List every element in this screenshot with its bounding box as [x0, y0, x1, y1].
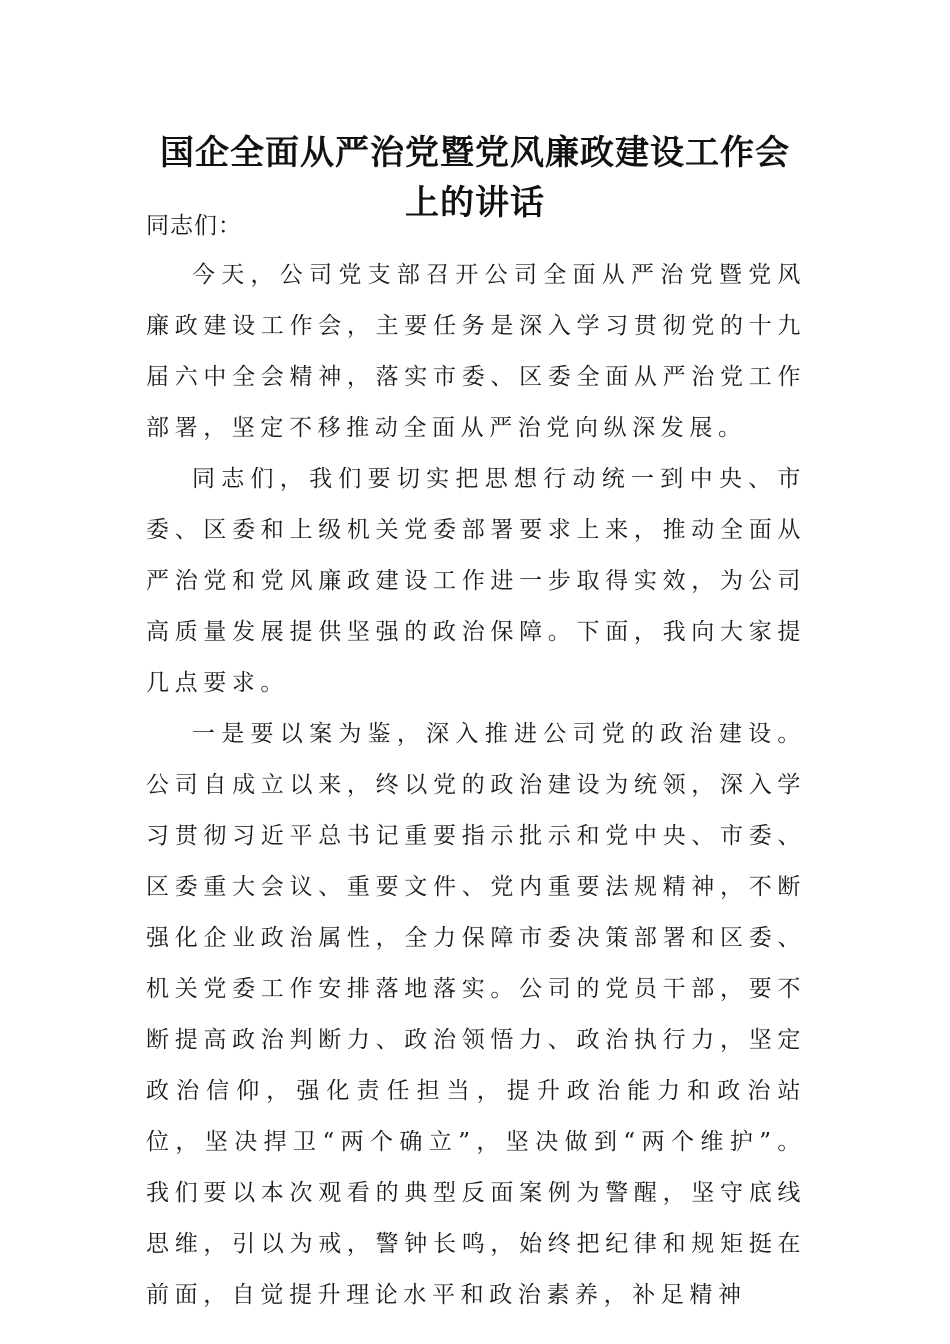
paragraph-2: 同志们，我们要切实把思想行动统一到中央、市委、区委和上级机关党委部署要求上来，推动全面从严治党和党风廉政建设工作进一步取得实效，为公司高质量发展提供坚强的政治保障。下面，我向大家提几点要求。 [146, 466, 806, 696]
paragraph-3: 一是要以案为鉴，深入推进公司党的政治建设。公司自成立以来，终以党的政治建设为统领，深入学习贯彻习近平总书记重要指示批示和党中央、市委、区委重大会议、重要文件、党内重要法规精神，不断强化企业政治属性，全力保障市委决策部署和区委、机关党委工作安排落地落实。公司的党员干部，要不断提高政治判断力、政治领悟力、政治执行力，坚定政治信仰，强化责任担当，提升政治能力和政治站位，坚决捍卫“两个确立”，坚决做到“两个维护”。我们要以本次观看的典型反面案例为警醒，坚守底线思维，引以为戒，警钟长鸣，始终把纪律和规矩挺在前面，自觉提升理论水平和政治素养，补足精神 [146, 721, 806, 1308]
title-line-1: 国企全面从严治党暨党风廉政建设工作会 [160, 133, 790, 173]
salutation: 同志们： [146, 213, 242, 239]
title-line-2: 上的讲话 [405, 183, 545, 223]
document-body [146, 202, 806, 1321]
paragraph-1: 今天，公司党支部召开公司全面从严治党暨党风廉政建设工作会，主要任务是深入学习贯彻党的十九届六中全会精神，落实市委、区委全面从严治党工作部署，坚定不移推动全面从严治党向纵深发展。 [146, 262, 806, 441]
